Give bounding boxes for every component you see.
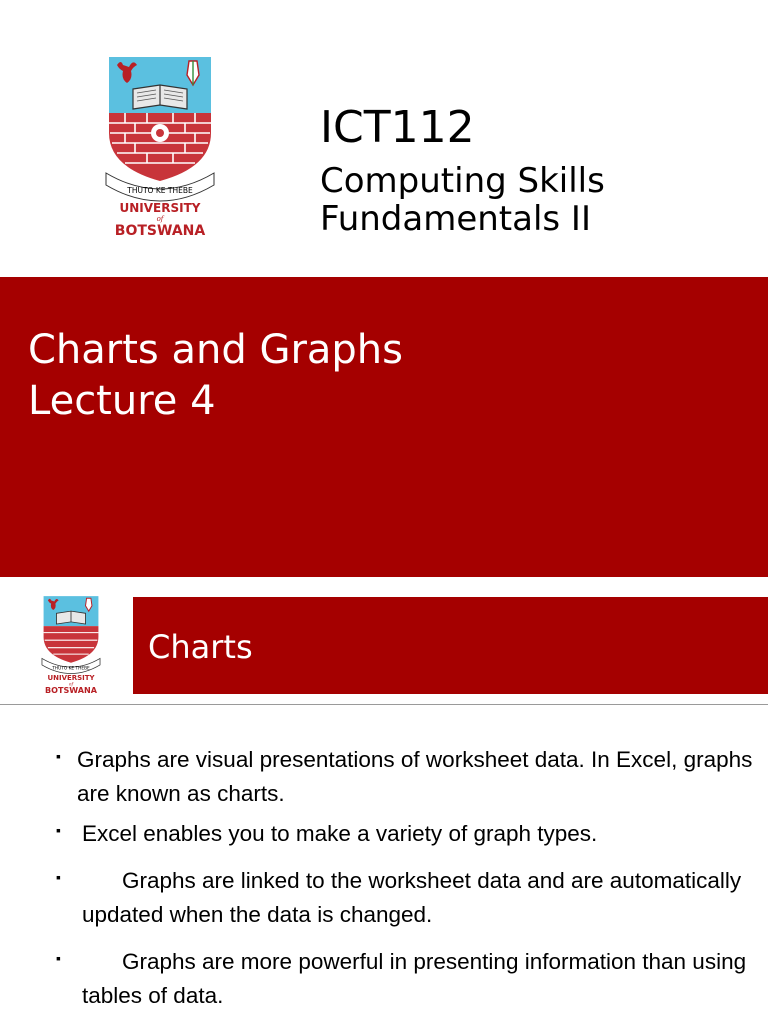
bullet-text: Graphs are linked to the worksheet data and are automatically updated when the data is changed. bbox=[82, 868, 742, 927]
logo-motto: THUTO KE THEBE bbox=[52, 666, 90, 672]
logo-university-text: UNIVERSITY bbox=[47, 673, 95, 682]
lecture-title-line2: Lecture 4 bbox=[28, 378, 216, 424]
list-item bbox=[56, 945, 762, 1013]
course-name-line1: Computing Skills bbox=[320, 161, 605, 201]
title-band bbox=[0, 277, 768, 577]
logo-of-text: of bbox=[68, 682, 74, 688]
logo-motto: THUTO KE THEBE bbox=[127, 186, 193, 195]
bullet-text: Excel enables you to make a variety of graph types. bbox=[82, 821, 598, 846]
content-slide bbox=[0, 577, 768, 1024]
course-name-line2: Fundamentals II bbox=[320, 199, 591, 239]
course-name bbox=[320, 162, 605, 238]
course-code: ICT112 bbox=[320, 102, 475, 153]
slide-title: Charts bbox=[148, 628, 253, 666]
logo-botswana-text: BOTSWANA bbox=[114, 223, 206, 239]
slide-header-bar bbox=[133, 597, 768, 694]
bullet-text: Graphs are visual presentations of worksheet data. In Excel, graphs are known as charts. bbox=[77, 747, 753, 806]
header-divider bbox=[0, 704, 768, 705]
university-crest-logo bbox=[103, 55, 217, 241]
list-item bbox=[56, 817, 762, 851]
bullet-text: Graphs are more powerful in presenting information than using tables of data. bbox=[82, 949, 747, 1008]
list-item bbox=[56, 743, 757, 811]
logo-of-text: of bbox=[156, 215, 164, 223]
bullet-marker-icon: ▪ bbox=[56, 950, 61, 966]
lecture-title-line1: Charts and Graphs bbox=[28, 327, 403, 373]
logo-botswana-text: BOTSWANA bbox=[45, 685, 97, 695]
list-item bbox=[56, 864, 762, 932]
bullet-marker-icon: ▪ bbox=[56, 822, 61, 838]
university-crest-logo-small bbox=[40, 595, 102, 695]
bullet-marker-icon: ▪ bbox=[56, 869, 61, 885]
bullet-marker-icon: ▪ bbox=[56, 748, 61, 764]
lecture-title bbox=[28, 325, 403, 427]
logo-university-text: UNIVERSITY bbox=[119, 201, 201, 215]
